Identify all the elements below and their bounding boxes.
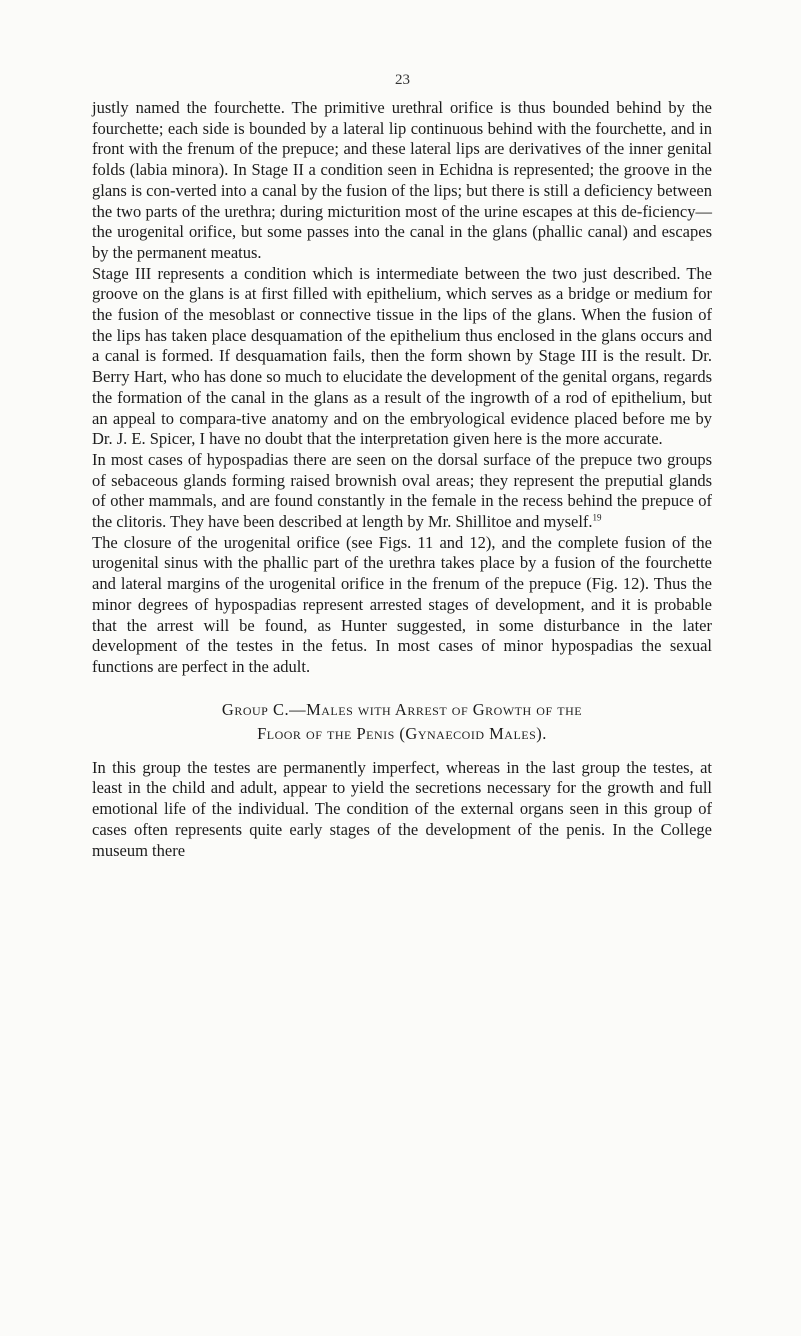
paragraph-5: In this group the testes are permanently imperfect, whereas in the last group the testes, at least in the child and adult, appear to yield the secretions necessary for the growth and full emotional life of the individual. The condition of the external organs seen in this group of cases often represents quite early stages of the development of the penis. In the College museum there xyxy=(92,757,712,860)
body-text xyxy=(92,98,712,861)
footnote-reference: 19 xyxy=(592,512,602,523)
section-heading-line-1: Group C.—Males with Arrest of Growth of the xyxy=(221,699,583,719)
section-heading xyxy=(92,698,712,746)
section-heading-line-2: Floor of the Penis (Gynaecoid Males). xyxy=(257,723,547,743)
paragraph-3-text: In most cases of hypospadias there are seen on the dorsal surface of the prepuce two groups of sebaceous glands forming raised brownish oval areas; they represent the preputial glands of other mammals, and are found constantly in the female in the recess behind the prepuce of the clitoris. They have been described at length by Mr. Shillitoe and myself. xyxy=(92,449,712,532)
paragraph-1: justly named the fourchette. The primitive urethral orifice is thus bounded behind by the fourchette; each side is bounded by a lateral lip continuous behind with the fourchette, and in front with the frenum of the prepuce; and these lateral lips are derivatives of the inner genital folds (labia minora). In Stage II a condition seen in Echidna is represented; the groove in the glans is con-verted into a canal by the fusion of the lips; but there is still a deficiency between the two parts of the urethra; during micturition most of the urine escapes at this de-ficiency—the urogenital orifice, but some passes into the canal in the glans (phallic canal) and escapes by the permanent meatus. xyxy=(92,98,712,262)
paragraph-4: The closure of the urogenital orifice (see Figs. 11 and 12), and the complete fusion of the urogenital sinus with the phallic part of the urethra takes place by a fusion of the fourchette and lateral margins of the urogenital orifice in the frenum of the prepuce (Fig. 12). Thus the minor degrees of hypospadias represent arrested stages of development, and it is probable that the arrest will be found, as Hunter suggested, in some disturbance in the later development of the testes in the fetus. In most cases of minor hypospadias the sexual functions are perfect in the adult. xyxy=(92,532,712,676)
paragraph-2: Stage III represents a condition which is intermediate between the two just described. The groove on the glans is at first filled with epithelium, which serves as a bridge or medium for the fusion of the mesoblast or connective tissue in the lips of the glans. When the fusion of the lips has taken place desquamation of the epithelium thus enclosed in the glans occurs and a canal is formed. If desquamation fails, then the form shown by Stage III is the result. Dr. Berry Hart, who has done so much to elucidate the development of the genital organs, regards the formation of the canal in the glans as a result of the ingrowth of a rod of epithelium, but an appeal to compara-tive anatomy and on the embryological evidence placed before me by Dr. J. E. Spicer, I have no doubt that the interpretation given here is the more accurate. xyxy=(92,263,712,449)
paragraph-3 xyxy=(92,450,712,533)
page-number: 23 xyxy=(395,72,410,88)
